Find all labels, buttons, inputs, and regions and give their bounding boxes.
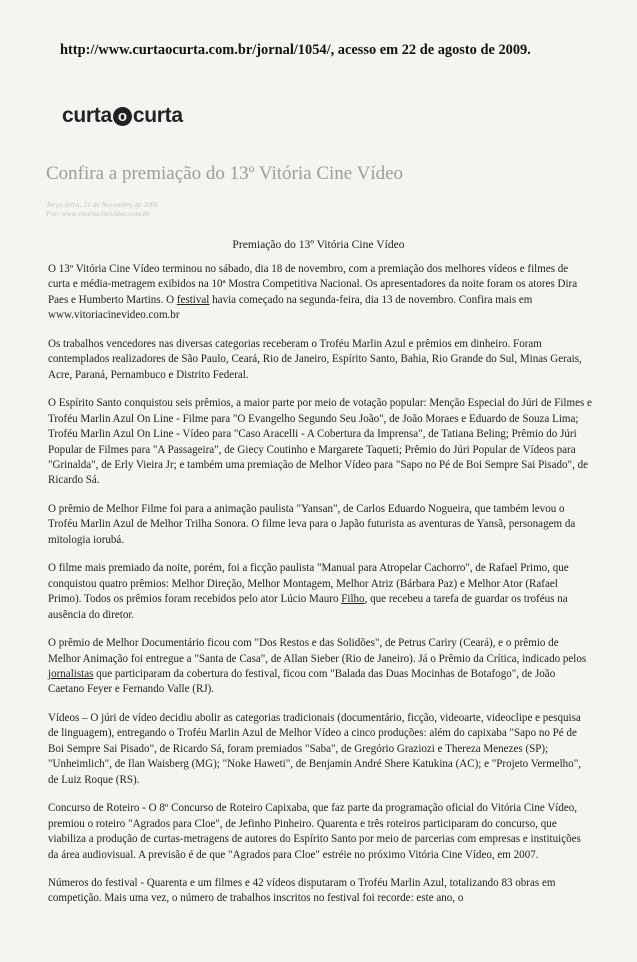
paragraph-6-text-b: que participaram da cobertura do festival, ficou com "Balada das Duas Mocinhas de Botafogo", de João Caetano Feyer e Fernando Valle (RJ). [48, 667, 556, 696]
jornalistas-link[interactable]: jornalistas [48, 667, 94, 680]
paragraph-1 [48, 262, 592, 324]
source-url: http://www.curtaocurta.com.br/jornal/1054/, acesso em 22 de agosto de 2009. [60, 42, 531, 58]
paragraph-5-text-a: O filme mais premiado da noite, porém, foi a ficção paulista "Manual para Atropelar Cachorro", de Rafael Primo, que conquistou quatro prêmios: Melhor Direção, Melhor Montagem, Melhor Atriz (Bárbara Paz) e Melhor Ator (Rafael Primo). Todos os prêmios foram recebidos pelo ator Lúcio Mauro [48, 562, 569, 606]
festival-link[interactable]: festival [176, 293, 210, 306]
paragraph-9: Números do festival - Quarenta e um filmes e 42 vídeos disputaram o Troféu Marlin Azul, totalizando 83 obras em competição. Mais uma vez, o número de trabalhos inscritos no festival foi recorde: este ano, o [48, 876, 556, 905]
paragraph-5 [48, 561, 592, 623]
paragraph-8: Concurso de Roteiro - O 8º Concurso de Roteiro Capixaba, que faz parte da programação oficial do Vitória Cine Vídeo, premiou o roteiro "Agrados para Cloe", de Jefinho Pinheiro. Quarenta e três roteiros participaram do concurso, que viabiliza a produção de curtas-metragens de autores do Espírito Santo por meio de parcerias com empresas e instituições da área audiovisual. A previsão é de que "Agrados para Cloe" estréie no próximo Vitória Cine Vídeo, em 2007. [48, 802, 581, 861]
paragraph-5-text-b: , que recebeu a tarefa de guardar os troféus na ausência do diretor. [48, 593, 568, 621]
logo-text-left: curta [62, 104, 112, 127]
paragraph-6 [48, 636, 592, 698]
article-body [48, 262, 592, 920]
article-subtitle: Premiação do 13º Vitória Cine Vídeo [232, 238, 405, 251]
article-meta [46, 200, 158, 218]
article-headline: Confira a premiação do 13º Vitória Cine Vídeo [46, 163, 404, 184]
paragraph-1-text-a: O 13º Vitória Cine Vídeo terminou no sábado, dia 18 de novembro, com a premiação dos melhores vídeos e filmes de curta e média-metragem exibidos na 10ª Mostra Competitiva Nacional. Os apresentadores da noite foram os atores Dira Paes e Humberto Martins. O [48, 263, 578, 306]
paragraph-3: O Espírito Santo conquistou seis prêmios, a maior parte por meio de votação popular: Menção Especial do Júri de Filmes e Troféu Marlin Azul On Line - Filme para "O Evangelho Segundo Seu João", de João Moraes e Eduardo de Souza Lima; Troféu Marlin Azul On Line - Vídeo para "Caso Aracelli - A Cobertura da Imprensa", de Tatiana Beling; Prêmio do Júri Popular de Filmes para "A Passageira", de Giecy Coutinho e Margarete Taqueti; Prêmio do Júri Popular de Vídeos para "Grinalda", de Erly Vieira Jr; e também uma premiação de Melhor Vídeo para "Sapo no Pé de Boi Sempre Sai Pisado", de Ricardo Sá. [48, 397, 592, 487]
site-logo[interactable] [62, 104, 183, 128]
logo-text-right: curta [132, 104, 183, 127]
article-date: Terça-feira, 21 de Novembro de 2006 [46, 200, 159, 209]
article-author: Por: www.vitoriacinevideo.com.br [46, 209, 150, 218]
paragraph-1-text-b: havia começado na segunda-feira, dia 13 de novembro. Confira mais em www.vitoriacinevideo.com.br [48, 293, 533, 322]
filho-link[interactable]: Filho [341, 593, 365, 606]
paragraph-7: Vídeos – O júri de vídeo decidiu abolir as categorias tradicionais (documentário, ficção, videoarte, videoclipe e pesquisa de linguagem), entregando o Troféu Marlin Azul de Melhor Vídeo a cinco produções: além do capixaba "Sapo no Pé de Boi Sempre Sai Pisado", de Ricardo Sá, foram premiados "Saba", de Gregório Graziozi e Thereza Menezes (SP); "Unheimlich", de Ilan Waisberg (MG); "Noke Haweti", de Benjamin André Shere Katukina (AC); e "Projeto Vermelho", de Luiz Roque (RS). [48, 711, 581, 786]
paragraph-2: Os trabalhos vencedores nas diversas categorias receberam o Troféu Marlin Azul e prêmios em dinheiro. Foram contemplados realizadores de São Paulo, Ceará, Rio de Janeiro, Espírito Santo, Bahia, Rio Grande do Sul, Minas Gerais, Acre, Paraná, Pernambuco e Distrito Federal. [48, 337, 582, 381]
logo-circle-icon: o [113, 107, 132, 126]
paragraph-6-text-a: O prêmio de Melhor Documentário ficou com "Dos Restos e das Solidões", de Petrus Cariry (Ceará), e o prêmio de Melhor Animação foi entregue a "Santa de Casa", de Allan Sieber (Rio de Janeiro). Já o Prêmio da Crítica, indicado pelos [48, 637, 587, 665]
paragraph-4: O prêmio de Melhor Filme foi para a animação paulista "Yansan", de Carlos Eduardo Nogueira, que também levou o Troféu Marlin Azul de Melhor Trilha Sonora. O filme leva para o Japão futurista as aventuras de Yansã, personagem da mitologia iorubá. [48, 502, 576, 546]
